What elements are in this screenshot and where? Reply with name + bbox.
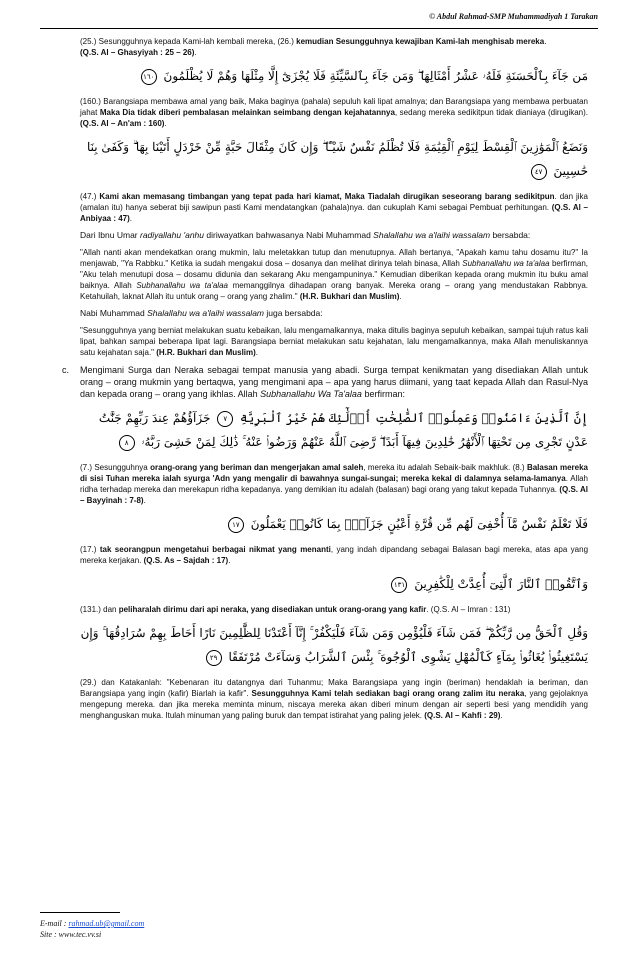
- arabic-verse-sajdah: فَلَا تَعْلَمُ نَفْسٌ مَّآ أُخْفِىَ لَهُم مِّن قُرَّةِ أَعْيُنٍ جَزَآءًۢ بِمَا كَانُوا۟ يَعْمَلُونَ ١٧: [80, 512, 588, 536]
- translation-sajdah: (17.) tak seorangpun mengetahui berbagai nikmat yang menanti, yang indah dipandang sebagai Balasan bagi mereka, atas apa yang mereka kerjakan. (Q.S. As – Sajdah : 17).: [80, 545, 589, 565]
- footer-site-row: Site : www.tec.vv.si: [40, 930, 102, 939]
- ayah-number: ٧: [217, 411, 233, 427]
- ayah-number: ٨: [119, 435, 135, 451]
- reference: (Q.S. Al – Anbiyaa : 47): [80, 203, 589, 223]
- site-link[interactable]: www.tec.vv.si: [58, 930, 102, 939]
- reference: (H.R. Bukhari dan Muslim): [156, 348, 256, 357]
- translation-anbiyaa: (47.) Kami akan memasang timbangan yang tepat pada hari kiamat, Maka Tiadalah dirugikan seseorang barang sedikitpun. dan jika (amalan itu) hanya seberat biji sawipun pasti Kami mendatangkan (pahala)nya. dan cukuplah Kami sebagai Pembuat perhitungan. (Q.S. Al – Anbiyaa : 47).: [80, 192, 589, 223]
- arabic-verse-kahfi: وَقُلِ ٱلْحَقُّ مِن رَّبِّكُمْ ۖ فَمَن شَآءَ فَلْيُؤْمِن وَمَن شَآءَ فَلْيَكْفُرْ ۚ إِنَّآ أَعْتَدْنَا لِلظَّٰلِمِينَ نَارًا أَحَاطَ بِهِمْ سُرَادِقُهَا ۚ وَإِن يَسْتَغِيثُوا۟ يُغَاثُوا۟ بِمَآءٍ كَٱلْمُهْلِ يَشْوِى ٱلْوُجُوهَ ۚ بِئْسَ ٱلشَّرَابُ وَسَآءَتْ مُرْتَفَقًا ٢٩: [80, 626, 588, 664]
- hadith-body-1: "Allah nanti akan mendekatkan orang mukmin, lalu meletakkan tutup dan menutupnya. Allah bertanya, "Apakah kamu tahu dosamu itu?" Ia menjawab, "Ya Rabbku." Ketika ia sudah mengakui dosa – dosanya dan melihat dirinya telah binasa, Allah Subhanallahu wa ta'alaa berfirman, "Aku telah menutupi dosa – dosamu didunia dan sekarang Aku mengampuninya." Kemudian diberikan kepada orang mukmin itu buku amal baiknya. Allah Subhanallahu wa ta'alaa memanggilnya dihadapan orang banyak. Mereka orang – orang yang mendustakan Rabbnya. Ketahuilah, laknat Allah itu untuk orang – orang yang zhalim." (H.R. Bukhari dan Muslim).: [80, 248, 589, 301]
- footer-divider: [40, 912, 120, 913]
- hadith-intro-2: Nabi Muhammad Shalallahu wa a'laihi wassalam juga bersabda:: [80, 308, 323, 318]
- translation-bayyinah: (7.) Sesungguhnya orang-orang yang beriman dan mengerjakan amal saleh, mereka itu adalah Sebaik-baik makhluk. (8.) Balasan mereka di sisi Tuhan mereka ialah syurga 'Adn yang mengalir di bawahnya sungai-sungai; mereka kekal di dalamnya selama-lamanya. Allah ridha terhadap mereka dan merekapun ridha kepadanya. yang demikian itu adalah (balasan) bagi orang yang takut kepada Tuhannya. (Q.S. Al – Bayyinah : 7-8).: [80, 463, 589, 505]
- reference: (H.R. Bukhari dan Muslim): [299, 292, 400, 301]
- reference: (Q.S. Al – Kahfi : 29): [424, 711, 501, 720]
- reference: (Q.S. Al – Bayyinah : 7-8): [80, 485, 589, 505]
- reference: (Q.S. Al – Ghasyiyah : 25 – 26): [80, 48, 195, 57]
- arabic-verse-bayyinah: إِنَّ ٱلَّذِينَ ءَامَنُوا۟ وَعَمِلُوا۟ ٱلصَّٰلِحَٰتِ أُو۟لَٰٓئِكَ هُمْ خَيْرُ ٱلْبَرِيَّةِ ٧ جَزَآؤُهُمْ عِندَ رَبِّهِمْ جَنَّٰتُ عَدْنٍ تَجْرِى مِن تَحْتِهَا ٱلْأَنْهَٰرُ خَٰلِدِينَ فِيهَآ أَبَدًا ۖ رَّضِىَ ٱللَّهُ عَنْهُمْ وَرَضُوا۟ عَنْهُ ۚ ذَٰلِكَ لِمَنْ خَشِىَ رَبَّهُۥ ٨: [98, 411, 588, 449]
- translation-imran: (131.) dan peliharalah dirimu dari api neraka, yang disediakan untuk orang-orang yang kafir. (Q.S. Al – Imran : 131): [80, 605, 511, 614]
- header-divider: [40, 28, 598, 29]
- footer-email-row: E-mail : rahmad.ub@gmail.com: [40, 919, 145, 928]
- hadith-intro-1: Dari Ibnu Umar radiyallahu 'anhu diriwayatkan bahwasanya Nabi Muhammad Shalallahu wa a'laihi wassalam bersabda:: [80, 230, 531, 240]
- ayah-number: ١٦٠: [141, 69, 157, 85]
- arabic-verse-anbiyaa: وَنَضَعُ ٱلْمَوَٰزِينَ ٱلْقِسْطَ لِيَوْمِ ٱلْقِيَٰمَةِ فَلَا تُظْلَمُ نَفْسٌ شَيْـًٔا ۖ وَإِن كَانَ مِثْقَالَ حَبَّةٍ مِّنْ خَرْدَلٍ أَتَيْنَا بِهَا ۗ وَكَفَىٰ بِنَا حَٰسِبِينَ ٤٧: [87, 140, 588, 178]
- ayah-number: ٤٧: [531, 164, 547, 180]
- ayah-number: ١٧: [228, 517, 244, 533]
- list-marker: c.: [62, 365, 70, 375]
- email-link[interactable]: rahmad.ub@gmail.com: [68, 919, 145, 928]
- translation-ghasyiyah: (25.) Sesungguhnya kepada Kami-lah kembali mereka, (26.) kemudian Sesungguhnya kewajiban Kami-lah menghisab mereka. (Q.S. Al – Ghasyiyah : 25 – 26).: [80, 37, 547, 57]
- page-header: © Abdul Rahmad-SMP Muhammadiyah 1 Tarakan: [429, 12, 598, 21]
- arabic-verse-imran: وَٱتَّقُوا۟ ٱلنَّارَ ٱلَّتِىٓ أُعِدَّتْ لِلْكَٰفِرِينَ ١٣١: [80, 572, 588, 596]
- page-footer: [40, 918, 144, 940]
- reference: (Q.S. As – Sajdah : 17): [143, 556, 229, 565]
- reference: (Q.S. Al – An'am : 160): [80, 119, 165, 128]
- ayah-number: ٢٩: [206, 650, 222, 666]
- list-item-c: c. Mengimani Surga dan Neraka sebagai tempat manusia yang abadi. Surga tempat kenikmatan yang disediakan Allah untuk orang – orang mukmin yang bertaqwa, yang mengimani apa – apa yang harus diimani, yang taat kepada Allah dan Rasul-Nya dan kepada orang – orang yang ikhlas. Allah Subhanallahu Wa Ta'alaa berfirman:: [62, 365, 588, 399]
- hadith-body-2: "Sesungguhnya yang berniat melakukan suatu kebaikan, lalu mengamalkannya, maka ditulis baginya sepuluh kebaikan, sampai tujuh ratus kali lipat, bahkan sampai beberapa lipat lagi. Barangsiapa berniat melakukan satu kejahatan, lalu mengamalkannya, maka Allah menuliskannya satu kejahatan saja." (H.R. Bukhari dan Muslim).: [80, 326, 588, 357]
- translation-anam: (160.) Barangsiapa membawa amal yang baik, Maka baginya (pahala) sepuluh kali lipat amalnya; dan Barangsiapa yang membawa perbuatan jahat Maka Dia tidak diberi pembalasan melainkan seimbang dengan kejahatannya, sedang mereka sedikitpun tidak dianiaya (dirugikan). (Q.S. Al – An'am : 160).: [80, 97, 589, 128]
- ayah-number: ١٣١: [391, 577, 407, 593]
- page-content: [62, 36, 589, 727]
- translation-kahfi: (29.) dan Katakanlah: "Kebenaran itu datangnya dari Tuhanmu; Maka Barangsiapa yang ingin (beriman) hendaklah ia beriman, dan Barangsiapa yang ingin (kafir) Biarlah ia kafir". Sesungguhnya Kami telah sediakan bagi orang orang zalim itu neraka, yang gejolaknya mengepung mereka. dan jika mereka meminta minum, niscaya mereka akan diberi minum dengan air seperti besi yang mendidih yang menghanguskan muka. Itulah minuman yang paling buruk dan tempat istirahat yang paling jelek. (Q.S. Al – Kahfi : 29).: [80, 678, 588, 720]
- arabic-verse-anam: مَن جَآءَ بِٱلْحَسَنَةِ فَلَهُۥ عَشْرُ أَمْثَالِهَا ۖ وَمَن جَآءَ بِٱلسَّيِّئَةِ فَلَا يُجْزَىٰٓ إِلَّا مِثْلَهَا وَهُمْ لَا يُظْلَمُونَ ١٦٠: [80, 64, 588, 88]
